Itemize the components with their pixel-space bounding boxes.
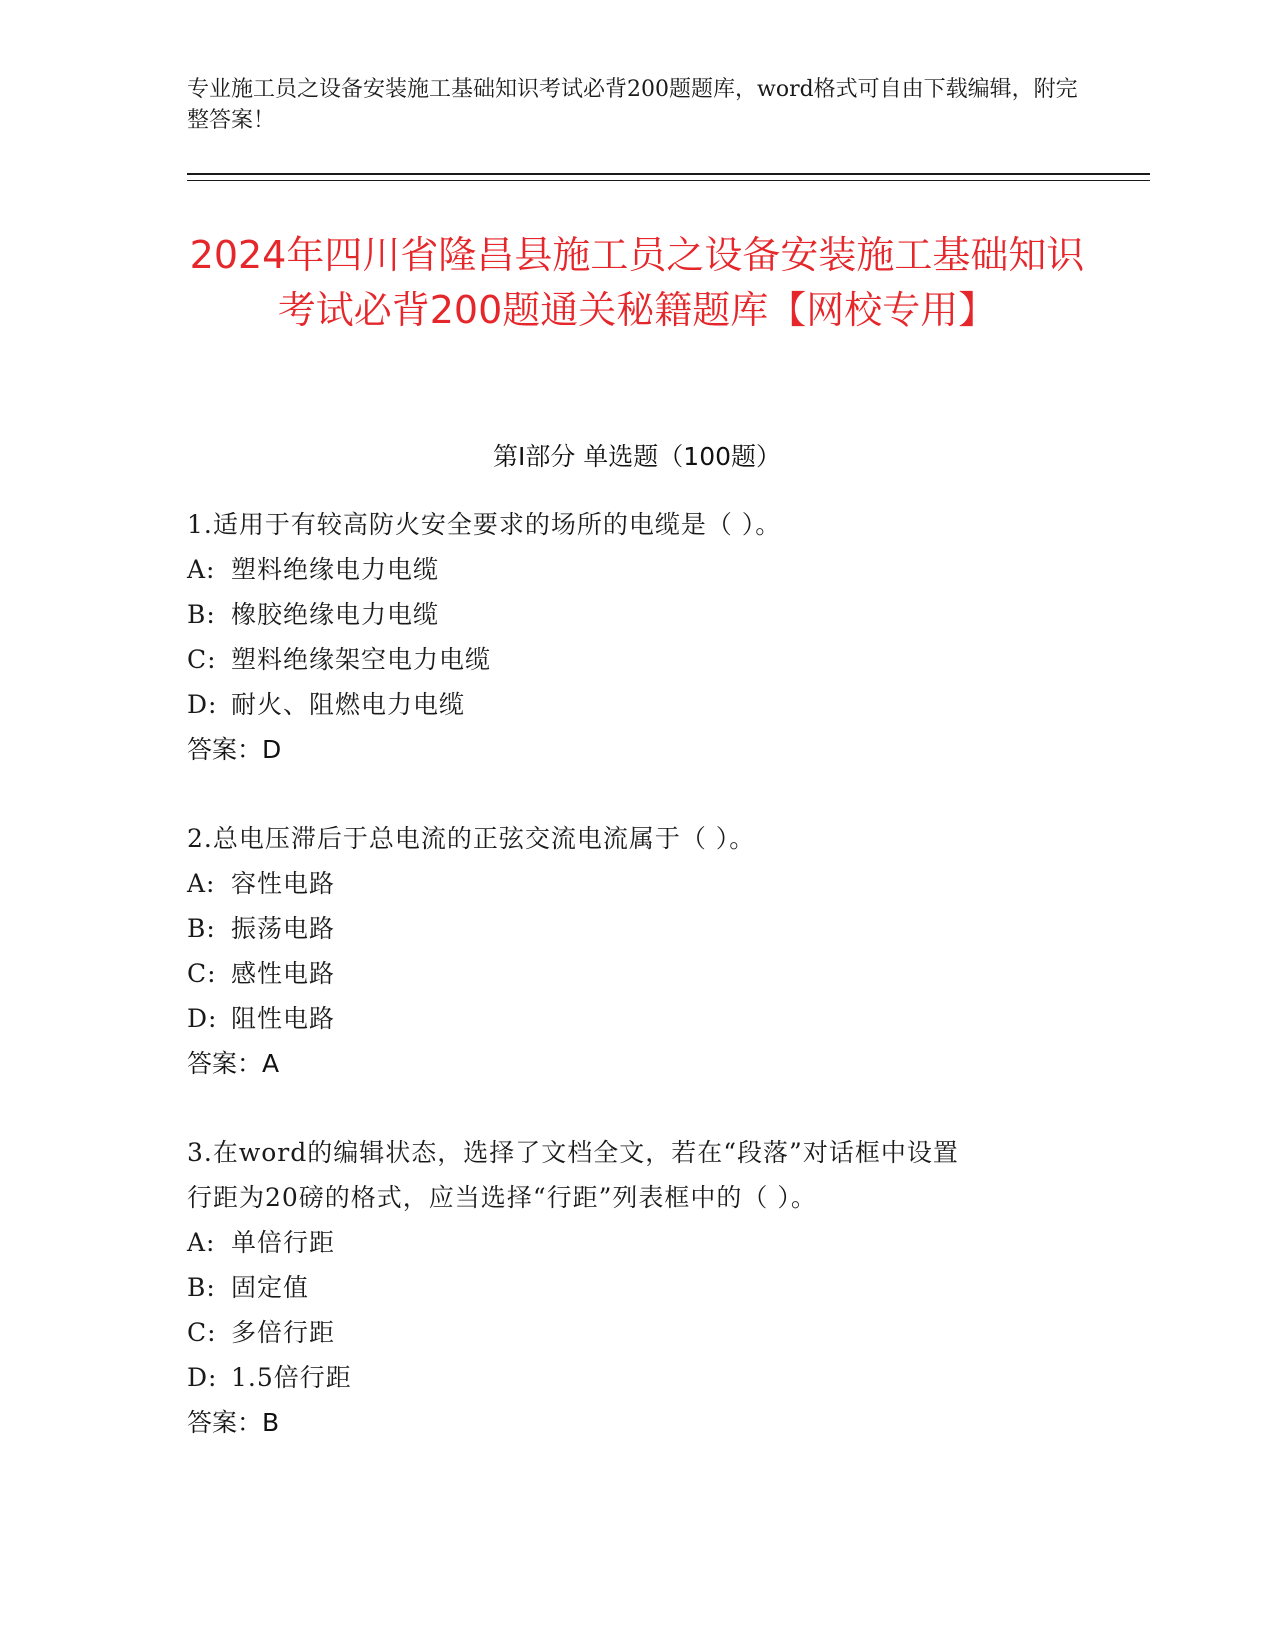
answer: 答案：D: [187, 735, 282, 764]
option-letter: C:: [187, 1318, 217, 1347]
option-letter: A:: [187, 1228, 216, 1257]
question-stem-line-1: 3.在word的编辑状态，选择了文档全文，若在“段落”对话框中设置: [187, 1138, 959, 1167]
option-text: 感性电路: [231, 959, 336, 988]
document-title: 2024年四川省隆昌县施工员之设备安装施工基础知识考试必背200题通关秘籍题库【网校专用】: [189, 233, 1085, 332]
header-note: 专业施工员之设备安装施工基础知识考试必背200题题库，word格式可自由下载编辑，附完整答案！: [187, 77, 1078, 133]
question-1: [187, 502, 1087, 772]
option-b: [187, 592, 1087, 637]
question-2: [187, 816, 1087, 1086]
option-letter: B:: [187, 1273, 216, 1302]
option-letter: D:: [187, 1363, 218, 1392]
option-text: 1.5倍行距: [231, 1363, 352, 1392]
option-text: 阻性电路: [231, 1004, 336, 1033]
option-a: [187, 1220, 1087, 1265]
option-text: 单倍行距: [231, 1228, 336, 1257]
option-c: [187, 951, 1087, 996]
answer: 答案：A: [187, 1049, 280, 1078]
option-b: [187, 1265, 1087, 1310]
question-3: [187, 1130, 1087, 1445]
question-stem: 1.适用于有较高防火安全要求的场所的电缆是（ ）。: [187, 510, 782, 539]
option-text: 容性电路: [231, 869, 336, 898]
option-text: 多倍行距: [231, 1318, 336, 1347]
option-text: 振荡电路: [231, 914, 336, 943]
option-c: [187, 1310, 1087, 1355]
option-letter: C:: [187, 959, 217, 988]
option-d: [187, 1355, 1087, 1400]
option-b: [187, 906, 1087, 951]
option-letter: C:: [187, 645, 217, 674]
header-divider-thick: [187, 173, 1150, 175]
answer: 答案：B: [187, 1408, 280, 1437]
option-d: [187, 682, 1087, 727]
option-text: 塑料绝缘电力电缆: [231, 555, 440, 584]
option-d: [187, 996, 1087, 1041]
option-letter: D:: [187, 1004, 218, 1033]
option-letter: A:: [187, 869, 216, 898]
option-letter: B:: [187, 600, 216, 629]
option-letter: D:: [187, 690, 218, 719]
header-divider-thin: [187, 180, 1150, 181]
question-stem-line-2: 行距为20磅的格式，应当选择“行距”列表框中的（ ）。: [187, 1183, 817, 1212]
option-letter: B:: [187, 914, 216, 943]
option-c: [187, 637, 1087, 682]
option-text: 耐火、阻燃电力电缆: [231, 690, 466, 719]
option-text: 固定值: [231, 1273, 310, 1302]
question-stem: 2.总电压滞后于总电流的正弦交流电流属于（ ）。: [187, 824, 756, 853]
option-text: 橡胶绝缘电力电缆: [231, 600, 440, 629]
option-letter: A:: [187, 555, 216, 584]
option-a: [187, 861, 1087, 906]
section-heading: 第I部分 单选题（100题）: [492, 442, 782, 471]
option-a: [187, 547, 1087, 592]
option-text: 塑料绝缘架空电力电缆: [231, 645, 492, 674]
